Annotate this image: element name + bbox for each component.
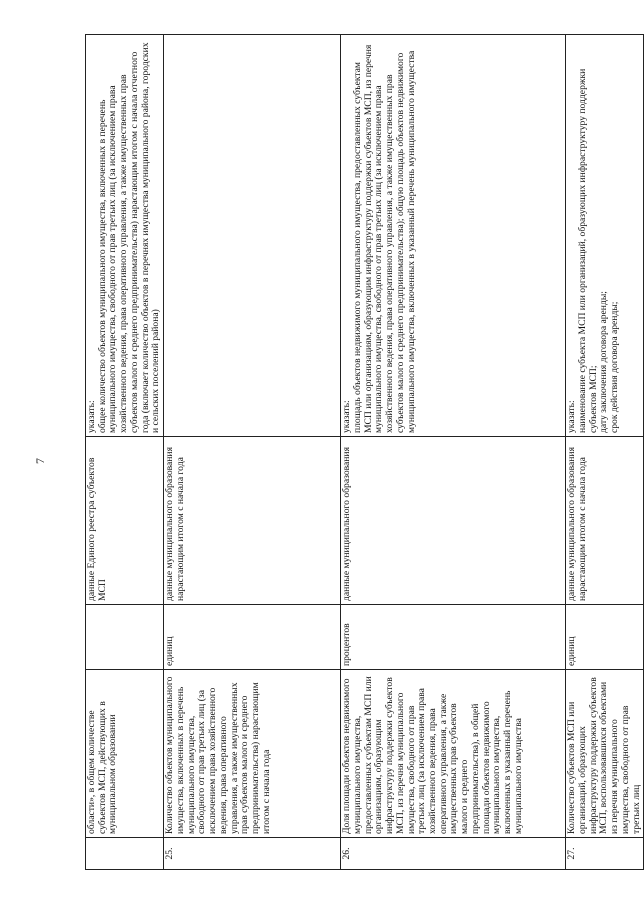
notes-cell: [164, 35, 341, 437]
row-number-cell: [86, 838, 164, 870]
table-row: [164, 35, 341, 870]
unit-cell: процентов: [341, 605, 566, 670]
indicator-cell: Количество субъектов МСП или организаций, образующих инфраструктуру поддержки субъектов МСП, воспользовавшихся объектами из перечня муниципального имущества, свободного от прав третьих лиц: [566, 670, 644, 838]
unit-cell: единиц: [164, 605, 341, 670]
rotated-page-content: [85, 0, 642, 905]
page-number: 7: [33, 458, 47, 464]
unit-cell: единиц: [566, 605, 644, 670]
table-row: [566, 35, 644, 870]
notes-cell: указать: наименование субъекта МСП или организаций, образующих инфраструктуру поддержки субъектов МСП; дату заключения договора аренды; срок действия договора аренды;: [566, 35, 644, 437]
source-cell: данные муниципального образования нарастающим итогом с начала года: [164, 437, 341, 605]
row-number-cell: 26.: [341, 838, 566, 870]
table-row: [341, 35, 566, 870]
indicators-table: [85, 34, 644, 870]
source-cell: данные муниципального образования нарастающим итогом с начала года: [566, 437, 644, 605]
notes-cell: указать: общее количество объектов муниципального имущества, включенных в перечень муниципального имущества, свободного от прав третьих лиц (за исключением права хозяйственного ведения, права оперативного управления, а также имущественных прав субъектов малого и среднего предпринимательства) нарастающим итогом с начала отчетного года (включает количество объектов в перечнях имущества муниципального района, городских и сельских поселений района): [86, 35, 164, 437]
indicator-cell: области», в общем количестве субъектов МСП, действующих в муниципальном образовании: [86, 670, 164, 838]
row-number-cell: 27.: [566, 838, 644, 870]
source-cell: данные муниципального образования: [341, 437, 566, 605]
indicator-cell: Количество объектов муниципального имущества, включенных в перечень муниципального имущества, свободного от прав третьих лиц (за исключением права хозяйственного ведения, права оперативного управления, а также имущественных прав субъектов малого и среднего предпринимательства) нарастающим итогом с начала года: [164, 670, 341, 838]
row-number-cell: 25.: [164, 838, 341, 870]
source-cell: данные Единого реестра субъектов МСП: [86, 437, 164, 605]
table-row-continuation: [86, 35, 164, 870]
notes-cell: указать: площадь объектов недвижимого муниципального имущества, предоставленных субъектам МСП или организациям, образующим инфраструктуру поддержки субъектов МСП, из перечня муниципального имущества, свободного от прав третьих лиц (за исключением права хозяйственного ведения, права оперативного управления, а также имущественных прав субъектов малого и среднего предпринимательства); общую площадь объектов недвижимого муниципального имущества, включенных в указанный перечень муниципального имущества: [341, 35, 566, 437]
unit-cell: [86, 605, 164, 670]
indicator-cell: Доля площади объектов недвижимого муниципального имущества, предоставленных субъектам МСП или организациям, образующим инфраструктуру поддержки субъектов МСП, из перечня муниципального имущества, свободного от прав третьих лиц (за исключением права хозяйственного ведения, права оперативного управления, а также имущественных прав субъектов малого и среднего предпринимательства), в общей площади объектов недвижимого муниципального имущества, включенных в указанный перечень муниципального имущества: [341, 670, 566, 838]
